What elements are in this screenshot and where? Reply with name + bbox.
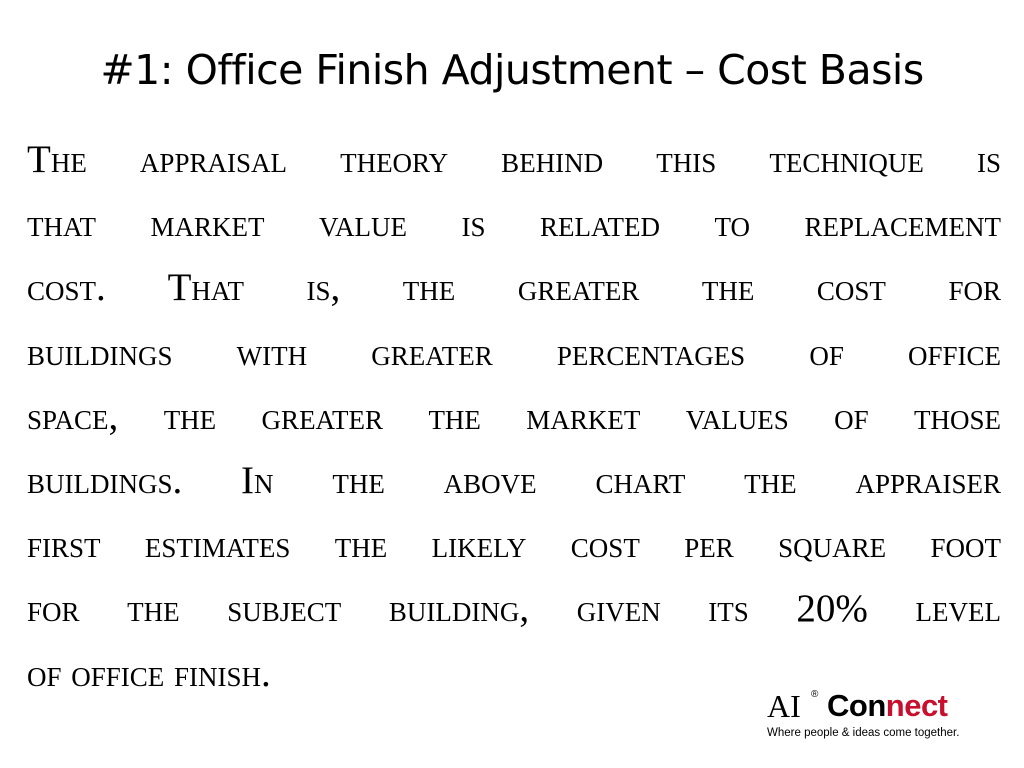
logo-connect-wordmark <box>827 688 948 724</box>
logo-tagline: Where people & ideas come together. <box>767 727 960 739</box>
body-line: first estimates the likely cost per square foot <box>27 523 1001 567</box>
logo-connect-red: nect <box>885 688 948 723</box>
logo-ai-text: AI <box>767 688 801 724</box>
body-line: buildings with greater percentages of office <box>27 330 1001 374</box>
slide-title: #1: Office Finish Adjustment – Cost Basis <box>100 46 924 94</box>
body-line: for the subject building, given its 20% level <box>27 587 1001 631</box>
body-line: buildings. In the above chart the appraiser <box>27 458 1001 502</box>
ai-connect-logo <box>767 688 997 748</box>
body-line: of office finish. <box>27 651 271 695</box>
body-line: cost. That is, the greater the cost for <box>27 266 1001 310</box>
body-line: space, the greater the market values of those <box>27 394 1001 438</box>
body-line: that market value is related to replacement <box>27 202 1001 246</box>
logo-connect-dark: Con <box>827 688 886 723</box>
registered-mark: ® <box>811 689 819 700</box>
slide-body <box>27 128 1001 706</box>
body-line: The appraisal theory behind this technique is <box>27 138 1001 181</box>
